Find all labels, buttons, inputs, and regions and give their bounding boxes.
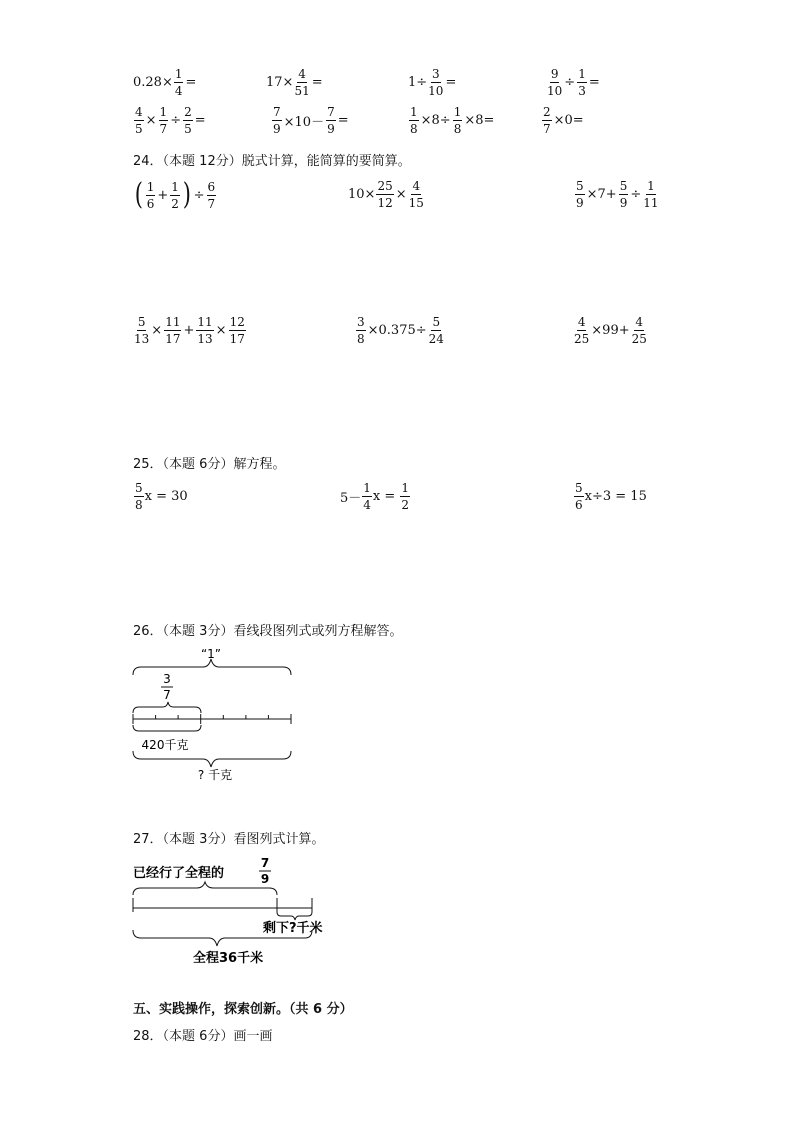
equals: = (185, 75, 197, 90)
q23-expr-4 (546, 68, 601, 97)
label-total: ? 千克 (197, 768, 233, 782)
total-brace (133, 751, 291, 767)
q23-expr-5 (133, 106, 207, 135)
q26-line-diagram (125, 645, 305, 785)
fraction: $\frac{1}{6}$ (146, 179, 155, 211)
text: 1÷ (408, 75, 428, 90)
frac-denominator: 7 (163, 688, 171, 702)
equals: = (194, 113, 206, 128)
q27-line-diagram (125, 850, 345, 970)
fraction: $\frac{11}{13}$ (197, 315, 213, 346)
fraction: $\frac{3}{10}$ (428, 67, 444, 98)
left-paren: ( (134, 177, 143, 212)
label-total: 全程36千米 (193, 951, 264, 966)
q24-expr-4 (133, 316, 247, 345)
fraction: $\frac{4}{25}$ (631, 315, 647, 346)
equals: = (337, 113, 349, 128)
q25-eq-3 (573, 482, 647, 511)
q25-eq-2 (340, 482, 411, 511)
text: 5－ (340, 491, 362, 506)
text: 0.28× (133, 75, 173, 90)
label-part: 420千克 (141, 738, 189, 752)
fraction: $\frac{1}{2}$ (401, 481, 410, 512)
text: x = 30 (144, 489, 188, 504)
operator: ×10－ (283, 115, 325, 130)
operator: ×7+ (586, 187, 617, 202)
fraction: $\frac{25}{12}$ (377, 179, 393, 210)
q24-expr-2 (348, 180, 425, 209)
q28-title: 28．（本题 6分）画一画 (133, 1029, 273, 1044)
fraction: $\frac{1}{8}$ (410, 105, 418, 136)
equals: = (588, 75, 600, 90)
q25-title: 25．（本题 6分）解方程。 (133, 457, 286, 472)
fraction: $\frac{7}{9}$ (273, 105, 281, 136)
q25-eq-1 (133, 482, 188, 511)
fraction: $\frac{1}{2}$ (171, 179, 179, 211)
fraction: $\frac{2}{7}$ (543, 105, 551, 136)
operator: ×8÷ (420, 113, 451, 128)
fraction: $\frac{1}{4}$ (174, 67, 183, 98)
operator: ÷ (170, 113, 182, 128)
fraction: $\frac{7}{9}$ (327, 105, 335, 136)
top-brace (133, 659, 291, 675)
frac-numerator: 3 (163, 672, 171, 686)
fraction: $\frac{5}{6}$ (575, 481, 583, 512)
operator: × (151, 323, 163, 338)
fraction: $\frac{1}{7}$ (159, 105, 168, 136)
frac-numerator: 7 (260, 856, 270, 870)
fraction: $\frac{9}{10}$ (547, 67, 563, 98)
operator: ÷ (564, 75, 576, 90)
label-rest: 剩下?千米 (263, 921, 323, 936)
fraction: $\frac{5}{9}$ (619, 179, 628, 210)
fraction: $\frac{1}{11}$ (643, 179, 659, 210)
operator: + (183, 323, 195, 338)
operator: ×99+ (591, 323, 630, 338)
fraction: $\frac{4}{5}$ (135, 105, 143, 136)
rest-brace (277, 912, 312, 920)
label-done: 已经行了全程的 (133, 866, 225, 881)
equals: = (445, 75, 457, 90)
fraction: $\frac{1}{4}$ (363, 481, 371, 512)
operator: + (157, 187, 169, 203)
right-paren: ) (182, 177, 191, 212)
q23-expr-7 (408, 106, 495, 135)
q27-title: 27．（本题 3分）看图列式计算。 (133, 832, 325, 847)
fraction: $\frac{11}{17}$ (165, 315, 181, 346)
operator: × (145, 113, 157, 128)
operator: ×0= (553, 113, 584, 128)
fraction: $\frac{1}{3}$ (578, 67, 586, 98)
fraction: $\frac{3}{8}$ (357, 315, 365, 346)
part-brace (133, 702, 201, 713)
part-bottom-brace (133, 725, 201, 731)
q24-expr-1 (133, 177, 217, 212)
operator: ×8= (464, 113, 495, 128)
q23-expr-2 (266, 68, 324, 97)
text: x = (372, 489, 400, 504)
fraction: $\frac{4}{51}$ (294, 67, 310, 98)
done-brace (133, 882, 277, 895)
fraction: $\frac{6}{7}$ (207, 179, 216, 211)
fraction: $\frac{12}{17}$ (229, 315, 245, 346)
operator: × (215, 323, 227, 338)
q24-expr-6 (573, 316, 648, 345)
text: 17× (266, 75, 294, 90)
q23-expr-3 (408, 68, 457, 97)
q23-expr-8 (541, 106, 585, 135)
operator: ÷ (193, 187, 205, 203)
operator: × (395, 187, 407, 202)
text: 10× (348, 187, 376, 202)
section-5-heading: 五、实践操作，探索创新。（共 6 分） (133, 1002, 353, 1017)
operator: ×0.375÷ (367, 323, 427, 338)
q24-expr-3 (574, 180, 660, 209)
fraction: $\frac{5}{24}$ (428, 315, 444, 346)
q26-title: 26．（本题 3分）看线段图列式或列方程解答。 (133, 624, 403, 639)
operator: ÷ (630, 187, 642, 202)
q23-expr-6 (271, 106, 350, 135)
fraction: $\frac{4}{15}$ (408, 179, 424, 210)
q23-expr-1 (133, 68, 197, 97)
fraction: $\frac{4}{25}$ (574, 315, 590, 346)
label-one: “1” (200, 647, 222, 661)
fraction: $\frac{1}{8}$ (453, 105, 462, 136)
frac-denominator: 9 (260, 872, 270, 886)
fraction: $\frac{5}{13}$ (134, 315, 150, 346)
fraction: $\frac{5}{9}$ (576, 179, 584, 210)
equals: = (311, 75, 323, 90)
q24-expr-5 (355, 316, 445, 345)
q24-title: 24．（本题 12分）脱式计算，能简算的要简算。 (133, 154, 411, 169)
fraction: $\frac{5}{8}$ (135, 481, 143, 512)
text: x÷3 = 15 (584, 489, 647, 504)
fraction: $\frac{2}{5}$ (184, 105, 192, 136)
